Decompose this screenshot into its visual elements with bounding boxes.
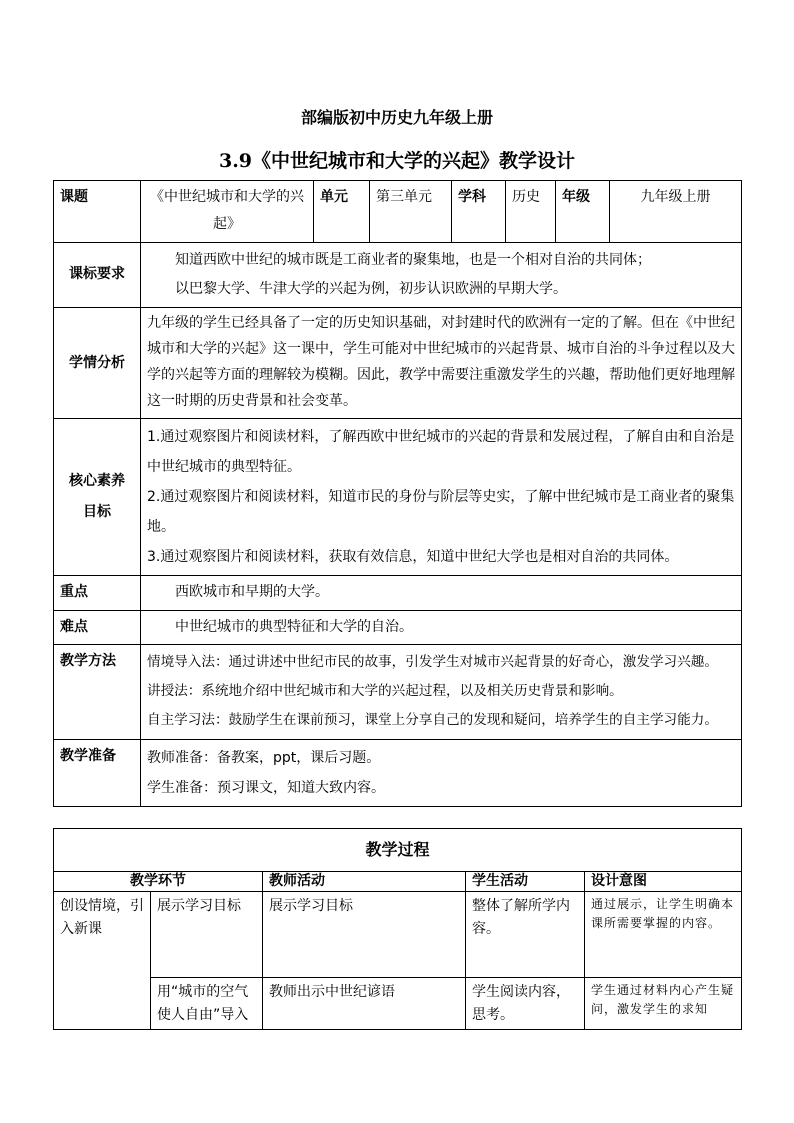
standard-line: 以巴黎大学、牛津大学的兴起为例，初步认识欧洲的早期大学。	[175, 280, 567, 297]
core-goal-item: 2.通过观察图片和阅读材料，知道市民的身份与阶层等史实，了解中世纪城市是工商业者的聚集地。	[147, 489, 735, 536]
standard-line: 知道西欧中世纪的城市既是工商业者的聚集地，也是一个相对自治的共同体；	[175, 251, 651, 268]
method-item: 自主学习法：鼓励学生在课前预习，课堂上分享自己的发现和疑问，培养学生的自主学习能力。	[147, 712, 718, 729]
difficulty-label: 难点	[54, 610, 141, 644]
method-item: 情境导入法：通过讲述中世纪市民的故事，引发学生对城市兴起背景的好奇心，激发学习兴趣。	[147, 654, 718, 670]
analysis-row	[54, 308, 742, 419]
lesson-info-table	[53, 180, 742, 807]
subject-label: 学科	[452, 181, 506, 243]
standard-label: 课标要求	[54, 242, 141, 308]
key-row	[54, 576, 742, 610]
analysis-label: 学情分析	[54, 308, 141, 419]
prep-row	[54, 739, 742, 806]
core-goal-item: 3.通过观察图片和阅读材料，获取有效信息，知道中世纪大学也是相对自治的共同体。	[147, 549, 679, 566]
method-item: 讲授法：系统地介绍中世纪城市和大学的兴起过程，以及相关历史背景和影响。	[147, 683, 623, 700]
header-intent: 设计意图	[585, 871, 742, 892]
grade-label: 年级	[556, 181, 610, 243]
student-activity-cell: 整体了解所学内容。	[466, 892, 585, 978]
difficulty-row	[54, 610, 742, 644]
key-label: 重点	[54, 576, 141, 610]
page-title: 部编版初中历史九年级上册	[300, 108, 493, 127]
topic-value: 《中世纪城市和大学的兴起》	[141, 181, 314, 243]
stage-cell: 创设情境，引入新课	[54, 892, 151, 1030]
process-title-row	[54, 829, 742, 872]
core-goals-row	[54, 418, 742, 575]
methods-content	[141, 645, 742, 740]
step-cell: 展示学习目标	[151, 892, 263, 978]
prep-label: 教学准备	[54, 739, 141, 806]
design-intent-cell: 学生通过材料内心产生疑问，激发学生的求知	[585, 978, 742, 1030]
topic-label: 课题	[54, 181, 141, 243]
header-teacher: 教师活动	[263, 871, 466, 892]
student-activity-cell: 学生阅读内容，思考。	[466, 978, 585, 1030]
process-row	[54, 978, 742, 1030]
teaching-process-table	[53, 828, 742, 1030]
analysis-content: 九年级的学生已经具备了一定的历史知识基础，对封建时代的欧洲有一定的了解。但在《中世纪城市和大学的兴起》这一课中，学生可能对中世纪城市的兴起背景、城市自治的斗争过程以及大学的兴起等方面的理解较为模糊。因此，教学中需要注重激发学生的兴趣，帮助他们更好地理解这一时期的历史背景和社会变革。	[141, 308, 742, 419]
core-goals-content	[141, 418, 742, 575]
unit-value: 第三单元	[370, 181, 452, 243]
core-goal-item: 1.通过观察图片和阅读材料，了解西欧中世纪城市的兴起的背景和发展过程，了解自由和自治是中世纪城市的典型特征。	[147, 428, 735, 476]
key-value: 西欧城市和早期的大学。	[141, 576, 742, 610]
topic-row	[54, 181, 742, 243]
core-goals-label	[54, 418, 141, 575]
standard-row	[54, 242, 742, 308]
prep-item: 学生准备：预习课文，知道大致内容。	[147, 779, 385, 796]
subject-value: 历史	[506, 181, 556, 243]
design-intent-cell: 通过展示，让学生明确本课所需要掌握的内容。	[585, 892, 742, 978]
standard-content	[141, 242, 742, 308]
teacher-activity-cell: 展示学习目标	[263, 892, 466, 978]
core-goals-label-line: 目标	[83, 504, 111, 521]
process-title: 教学过程	[54, 829, 742, 872]
prep-content	[141, 739, 742, 806]
header-student: 学生活动	[466, 871, 585, 892]
step-cell: 用“城市的空气使人自由”导入	[151, 978, 263, 1030]
teacher-activity-cell: 教师出示中世纪谚语	[263, 978, 466, 1030]
process-header-row	[54, 871, 742, 892]
page-subtitle: 3.9《中世纪城市和大学的兴起》教学设计	[218, 150, 576, 172]
grade-value: 九年级上册	[610, 181, 742, 243]
header-stage: 教学环节	[54, 871, 263, 892]
process-row	[54, 892, 742, 978]
core-goals-label-line: 核心素养	[69, 473, 125, 490]
methods-label: 教学方法	[54, 645, 141, 740]
prep-item: 教师准备：备教案，ppt，课后习题。	[147, 749, 381, 766]
difficulty-value: 中世纪城市的典型特征和大学的自治。	[141, 610, 742, 644]
methods-row	[54, 645, 742, 740]
unit-label: 单元	[314, 181, 370, 243]
